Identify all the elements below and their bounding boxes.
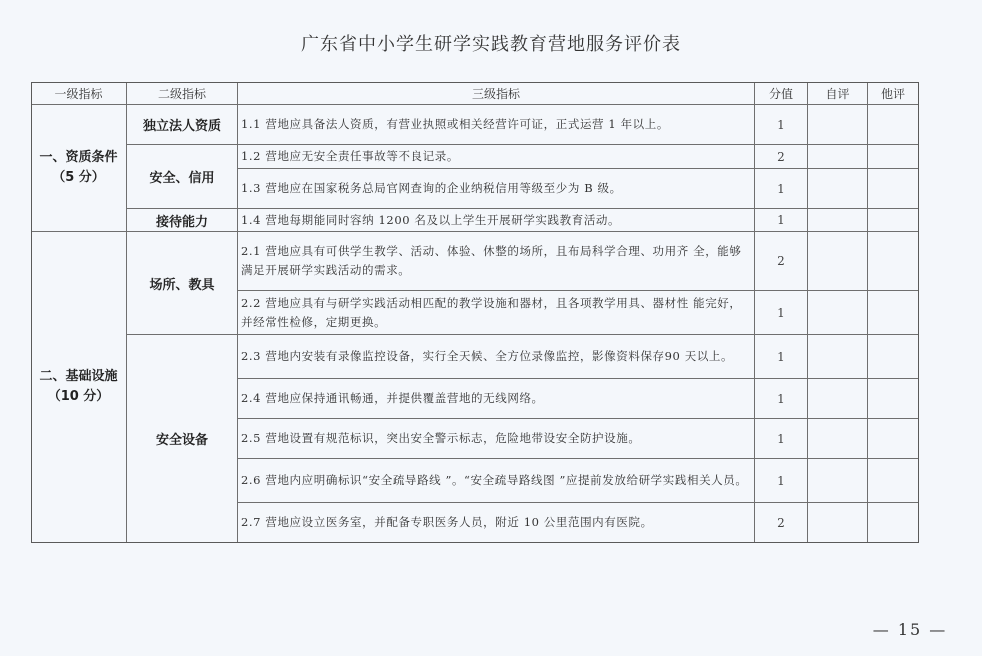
- self-eval-input[interactable]: [808, 419, 868, 459]
- self-eval-input[interactable]: [808, 459, 868, 503]
- other-eval-input[interactable]: [868, 335, 919, 379]
- level1-points: （5 分）: [52, 170, 105, 185]
- score-value: 2: [755, 503, 808, 543]
- score-value: 2: [755, 232, 808, 291]
- indicator-text: 1.2 营地应无安全责任事故等不良记录。: [238, 145, 755, 169]
- indicator-text: 2.2 营地应具有与研学实践活动相匹配的教学设施和器材，且各项教学用具、器材性 能完好，并经常性检修，定期更换。: [238, 291, 755, 335]
- score-value: 2: [755, 145, 808, 169]
- level1-qualification: [31, 105, 127, 232]
- score-value: 1: [755, 419, 808, 459]
- other-eval-input[interactable]: [868, 105, 919, 145]
- header-other-eval: 他评: [868, 82, 919, 105]
- other-eval-input[interactable]: [868, 379, 919, 419]
- score-value: 1: [755, 335, 808, 379]
- self-eval-input[interactable]: [808, 145, 868, 169]
- level2-legal-entity: 独立法人资质: [127, 105, 238, 145]
- self-eval-input[interactable]: [808, 379, 868, 419]
- level2-safety-equipment: 安全设备: [127, 335, 238, 543]
- header-score: 分值: [755, 82, 808, 105]
- score-value: 1: [755, 169, 808, 209]
- score-value: 1: [755, 209, 808, 232]
- self-eval-input[interactable]: [808, 169, 868, 209]
- indicator-text: 1.3 营地应在国家税务总局官网查询的企业纳税信用等级至少为 B 级。: [238, 169, 755, 209]
- header-level2: 二级指标: [127, 82, 238, 105]
- score-value: 1: [755, 379, 808, 419]
- indicator-text: 1.4 营地每期能同时容纳 1200 名及以上学生开展研学实践教育活动。: [238, 209, 755, 232]
- level2-safety-credit: 安全、信用: [127, 145, 238, 209]
- header-self-eval: 自评: [808, 82, 868, 105]
- score-value: 1: [755, 105, 808, 145]
- level1-name: 一、资质条件: [39, 150, 118, 165]
- score-value: 1: [755, 291, 808, 335]
- indicator-text: 2.3 营地内安装有录像监控设备，实行全天候、全方位录像监控，影像资料保存90 天以上。: [238, 335, 755, 379]
- indicator-text: 1.1 营地应具备法人资质，有营业执照或相关经营许可证，正式运营 1 年以上。: [238, 105, 755, 145]
- indicator-text: 2.1 营地应具有可供学生教学、活动、体验、休整的场所，且布局科学合理、功用齐 全，能够满足开展研学实践活动的需求。: [238, 232, 755, 291]
- self-eval-input[interactable]: [808, 209, 868, 232]
- other-eval-input[interactable]: [868, 459, 919, 503]
- other-eval-input[interactable]: [868, 209, 919, 232]
- other-eval-input[interactable]: [868, 232, 919, 291]
- level2-reception-capacity: 接待能力: [127, 209, 238, 232]
- self-eval-input[interactable]: [808, 291, 868, 335]
- evaluation-table: [31, 82, 919, 543]
- level1-points: （10 分）: [47, 389, 110, 404]
- score-value: 1: [755, 459, 808, 503]
- other-eval-input[interactable]: [868, 419, 919, 459]
- header-level3: 三级指标: [238, 82, 755, 105]
- other-eval-input[interactable]: [868, 145, 919, 169]
- indicator-text: 2.7 营地应设立医务室，并配备专职医务人员，附近 10 公里范围内有医院。: [238, 503, 755, 543]
- page-number: — 15 —: [872, 620, 948, 639]
- indicator-text: 2.6 营地内应明确标识“安全疏导路线 ”。“安全疏导路线图 ”应提前发放给研学实践相关人员。: [238, 459, 755, 503]
- header-level1: 一级指标: [31, 82, 127, 105]
- indicator-text: 2.5 营地设置有规范标识，突出安全警示标志，危险地带设安全防护设施。: [238, 419, 755, 459]
- page-title: 广东省中小学生研学实践教育营地服务评价表: [301, 34, 681, 55]
- other-eval-input[interactable]: [868, 169, 919, 209]
- self-eval-input[interactable]: [808, 105, 868, 145]
- level1-infrastructure: [31, 232, 127, 543]
- level1-name: 二、基础设施: [39, 369, 118, 384]
- indicator-text: 2.4 营地应保持通讯畅通，并提供覆盖营地的无线网络。: [238, 379, 755, 419]
- self-eval-input[interactable]: [808, 335, 868, 379]
- self-eval-input[interactable]: [808, 232, 868, 291]
- other-eval-input[interactable]: [868, 503, 919, 543]
- other-eval-input[interactable]: [868, 291, 919, 335]
- self-eval-input[interactable]: [808, 503, 868, 543]
- level2-venue-equipment: 场所、教具: [127, 232, 238, 335]
